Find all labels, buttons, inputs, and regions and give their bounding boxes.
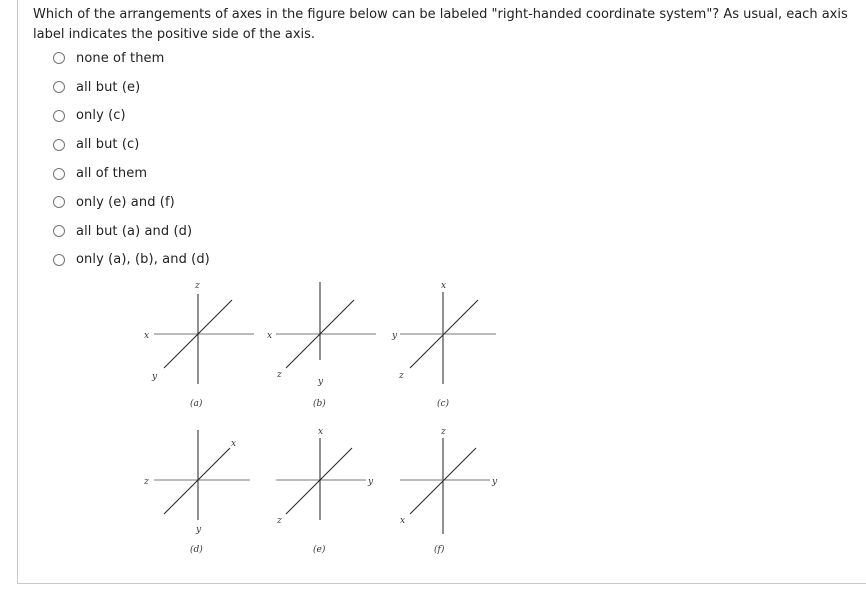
option-only-e-and-f[interactable] [53, 188, 210, 217]
axis-label-diag-low: x [400, 516, 406, 526]
option-label: all but (e) [76, 79, 141, 95]
option-label: only (e) and (f) [76, 194, 175, 210]
axis-label-diag-low: z [277, 370, 282, 380]
axis-label-down: y [196, 525, 202, 535]
axis-label-right: y [368, 477, 374, 487]
axes-diagram-e [276, 427, 374, 555]
axis-label-up: z [441, 427, 446, 437]
radio-button[interactable] [53, 254, 65, 266]
option-all-but-a-and-d[interactable] [53, 217, 210, 246]
radio-button[interactable] [53, 196, 65, 208]
axis-label-up: x [441, 281, 447, 291]
axis-label-up: z [195, 281, 200, 291]
radio-button[interactable] [53, 139, 65, 151]
radio-button[interactable] [53, 110, 65, 122]
axis-label-diag-low: y [152, 372, 158, 382]
axis-label-down: y [318, 377, 324, 387]
option-only-c[interactable] [53, 102, 210, 131]
option-label: all but (c) [76, 137, 140, 153]
option-label: only (a), (b), and (d) [76, 252, 210, 268]
axes-diagram-c [391, 281, 496, 409]
coordinate-axes-figure [130, 272, 510, 562]
axes-diagram-b [267, 282, 376, 409]
option-only-a-b-and-d[interactable] [53, 246, 210, 275]
axis-label-left: x [267, 331, 273, 341]
axis-label-up: x [318, 427, 324, 437]
axis-label-diag-high: x [231, 439, 237, 449]
option-all-but-c[interactable] [53, 130, 210, 159]
option-label: none of them [76, 50, 165, 66]
diagram-caption: (e) [313, 545, 326, 555]
axes-diagram-f [400, 427, 498, 555]
radio-button[interactable] [53, 168, 65, 180]
option-label: only (c) [76, 108, 126, 124]
axis-label-diag-low: z [277, 516, 282, 526]
radio-button[interactable] [53, 81, 65, 93]
axes-diagram-d [143, 430, 250, 555]
option-label: all but (a) and (d) [76, 223, 193, 239]
option-all-but-e[interactable] [53, 73, 210, 102]
diagram-caption: (f) [434, 545, 445, 555]
axis-label-left: z [144, 477, 149, 487]
option-label: all of them [76, 166, 148, 182]
axis-label-right: y [492, 477, 498, 487]
option-none-of-them[interactable] [53, 44, 210, 73]
axes-diagram-a [144, 281, 254, 409]
axis-label-left: x [144, 331, 150, 341]
radio-button[interactable] [53, 225, 65, 237]
axis-label-left: y [392, 331, 398, 341]
axis-label-diag-low: z [399, 371, 404, 381]
radio-button[interactable] [53, 52, 65, 64]
diagram-caption: (a) [190, 399, 203, 409]
diagram-caption: (c) [437, 399, 450, 409]
option-all-of-them[interactable] [53, 159, 210, 188]
diagram-caption: (d) [190, 545, 203, 555]
answer-options [53, 44, 210, 274]
diagram-caption: (b) [313, 399, 326, 409]
question-text: Which of the arrangements of axes in the figure below can be labeled "right-handed coordinate system"? As usual, each axis label indicates the positive side of the axis. [33, 7, 848, 42]
